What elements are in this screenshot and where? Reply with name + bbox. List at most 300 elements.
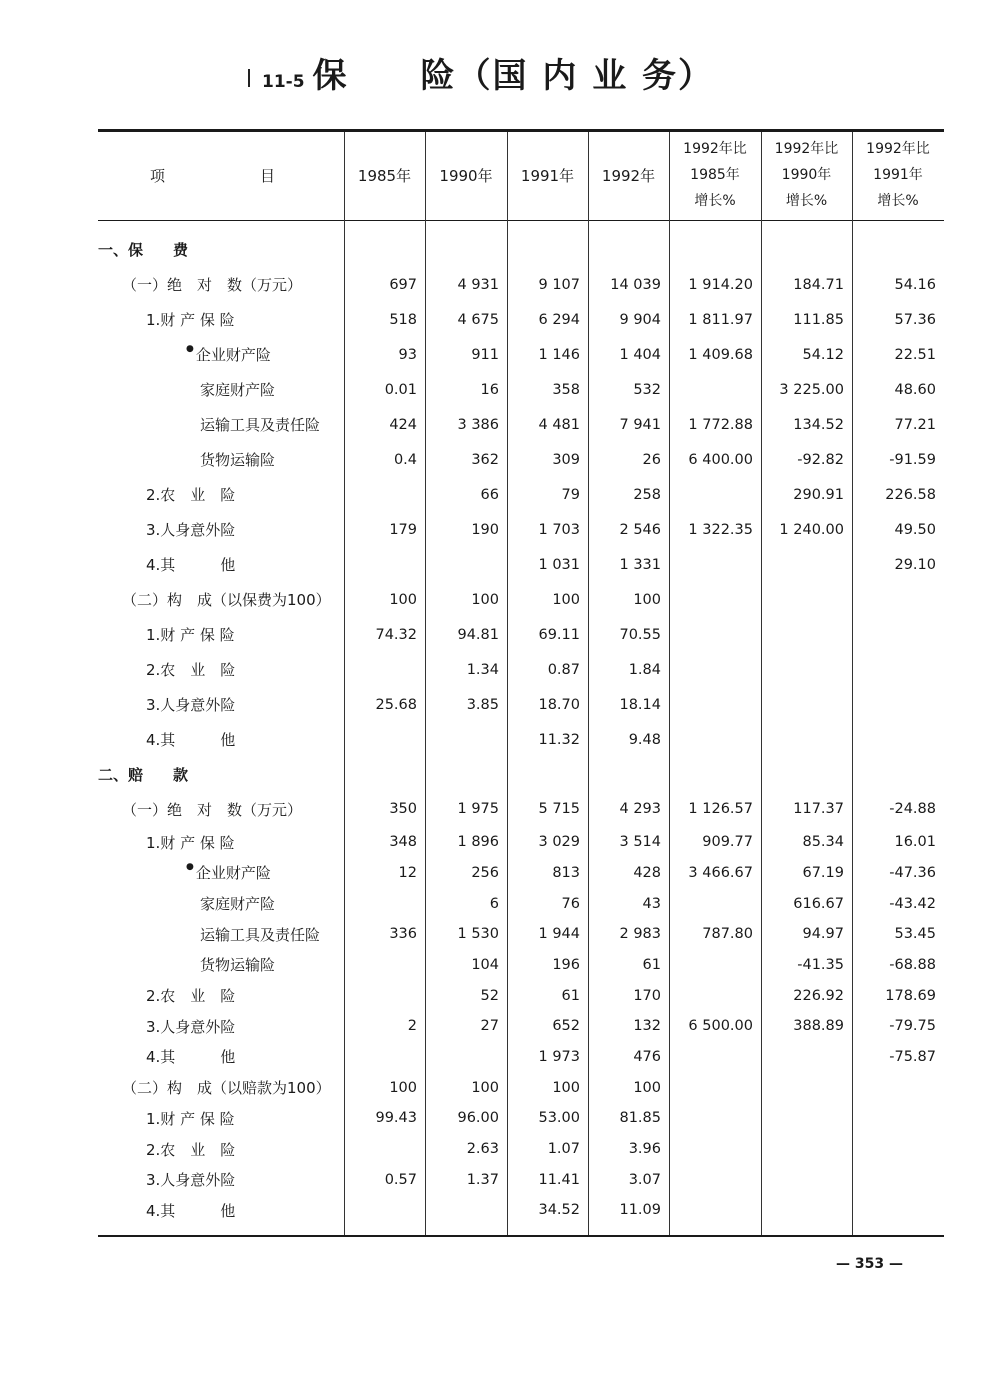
table-cell: 476 [633,1048,661,1065]
page-number: — 353 — [836,1256,903,1272]
row-label-text: 企业财产险 [195,864,271,883]
table-cell [425,547,507,582]
table-cell [344,950,425,981]
row-label-text: 货物运输险 [200,451,276,469]
row-label [98,512,344,547]
table-cell [669,1103,761,1134]
row-label [98,757,344,792]
table-cell [669,582,761,617]
table-cell [669,1072,761,1103]
table-row [98,1164,944,1195]
table-cell [669,757,761,792]
table-row [98,267,944,302]
table-cell: 256 [471,864,499,881]
table-cell [669,1195,761,1226]
table-cell: 348 [389,834,417,851]
table-cell [669,1042,761,1073]
header-growth-vs-1991: 1992年比 1991年 增长% [866,141,930,209]
table-cell [588,757,669,792]
table-cell: 117.37 [793,801,844,818]
table-cell: 70.55 [619,626,661,643]
table-cell: 57.36 [894,311,936,328]
table-cell [761,232,852,267]
table-cell [669,687,761,722]
table-cell: 111.85 [793,311,844,328]
table-cell [344,232,425,267]
table-cell [669,617,761,652]
row-label [98,1103,344,1134]
table-cell: 911 [471,346,499,363]
table-cell: 362 [471,451,499,468]
table-cell: 6 400.00 [688,451,753,468]
table-cell [852,1164,944,1195]
row-label-text: （二）构 成（以赔款为100） [122,1079,331,1098]
table-row [98,1134,944,1165]
table-cell: 12 [398,864,417,881]
table-cell: 290.91 [793,486,844,503]
table-cell: 85.34 [802,834,844,851]
table-cell [425,757,507,792]
table-row [98,687,944,722]
table-cell [761,652,852,687]
table-cell [344,980,425,1011]
table-cell: 76 [561,895,580,912]
table-cell: 43 [642,895,661,912]
row-label [98,337,344,372]
row-label-text: 4.其 他 [146,1048,236,1067]
header-rule [98,220,944,221]
bullet-icon: ● [186,344,194,354]
table-cell: 532 [633,381,661,398]
table-row [98,792,944,827]
table-cell: 94.81 [457,626,499,643]
row-label-text: 家庭财产险 [200,381,276,399]
table-cell: 54.16 [894,276,936,293]
row-label-text: 2.农 业 险 [146,486,236,504]
table-cell [344,1195,425,1226]
table-cell: 2 546 [619,521,661,538]
table-cell [852,722,944,757]
table-cell: -75.87 [889,1048,936,1065]
table-cell: 77.21 [894,416,936,433]
header-year-1990: 1990年 [439,166,493,185]
table-cell: 100 [633,591,661,608]
table-cell: 1 331 [619,556,661,573]
table-row [98,302,944,337]
table-cell [425,722,507,757]
table-cell [344,1042,425,1073]
table-cell: 104 [471,956,499,973]
row-label [98,1134,344,1165]
table-row [98,919,944,950]
row-label-text: 2.农 业 险 [146,987,236,1006]
table-cell: 358 [552,381,580,398]
table-cell: 616.67 [793,895,844,912]
table-cell: 1.84 [628,661,661,678]
table-row [98,980,944,1011]
row-label-text: 货物运输险 [200,956,276,975]
row-label-text: 企业财产险 [195,346,271,364]
table-cell [761,1103,852,1134]
table-cell [669,722,761,757]
table-cell: 3.96 [628,1141,661,1158]
table-cell: 100 [552,591,580,608]
table-cell: 53.45 [894,926,936,943]
row-label [98,857,344,888]
table-cell: 652 [552,1018,580,1035]
row-label-text: 3.人身意外险 [146,521,236,539]
row-label-text: 二、赔 款 [98,766,189,784]
table-cell [852,582,944,617]
table-cell: 1 975 [457,801,499,818]
table-row [98,232,944,267]
table-cell: 4 675 [457,311,499,328]
row-label [98,652,344,687]
table-cell [669,888,761,919]
table-cell [669,1134,761,1165]
table-cell: 1 409.68 [688,346,753,363]
row-label [98,442,344,477]
table-cell: -43.42 [889,895,936,912]
row-label [98,792,344,827]
table-row [98,722,944,757]
table-cell: 179 [389,521,417,538]
table-cell: 9 904 [619,311,661,328]
table-cell: 1 404 [619,346,661,363]
header-item: 项 目 [150,166,276,185]
row-label-text: 1.财 产 保 险 [146,311,235,329]
table-cell: 1 530 [457,926,499,943]
row-label-text: 3.人身意外险 [146,1017,236,1036]
table-cell: 69.11 [538,626,580,643]
table-row [98,372,944,407]
table-cell: 3 514 [619,834,661,851]
row-label [98,407,344,442]
table-cell: 67.19 [802,864,844,881]
table-cell: 22.51 [894,346,936,363]
table-cell [852,1072,944,1103]
table-cell [669,950,761,981]
table-cell: 4 931 [457,276,499,293]
table-cell: 428 [633,864,661,881]
table-cell: 49.50 [894,521,936,538]
row-label-text: （一）绝 对 数（万元） [122,800,303,819]
table-cell: 100 [389,591,417,608]
table-cell [761,722,852,757]
table-cell [852,1103,944,1134]
table-cell: 93 [398,346,417,363]
table-cell: 1 031 [538,556,580,573]
table-cell: -79.75 [889,1018,936,1035]
table-cell: 4 293 [619,801,661,818]
table-cell: 9 107 [538,276,580,293]
table-cell: 1 703 [538,521,580,538]
table-row [98,888,944,919]
table-cell: 54.12 [802,346,844,363]
row-label [98,372,344,407]
table-cell [761,1134,852,1165]
row-label [98,1195,344,1226]
table-cell: 336 [389,926,417,943]
table-cell: 1 973 [538,1048,580,1065]
header-year-1991: 1991年 [520,166,575,185]
table-cell: 190 [471,521,499,538]
table-row [98,407,944,442]
table-cell: 27 [480,1018,499,1035]
table-cell [425,1195,507,1226]
table-cell: -41.35 [797,956,844,973]
table-cell: 16 [480,381,499,398]
table-cell: 132 [633,1018,661,1035]
table-cell: 81.85 [619,1110,661,1127]
table-cell: 11.32 [538,731,580,748]
table-cell [344,652,425,687]
header-growth-vs-1985: 1992年比 1985年 增长% [683,141,747,209]
table-row [98,1011,944,1042]
table-row [98,442,944,477]
row-label [98,687,344,722]
table-cell: 1 914.20 [688,276,753,293]
table-cell [425,1042,507,1073]
table-cell [588,232,669,267]
table-cell: 99.43 [375,1110,417,1127]
table-cell [425,232,507,267]
table-cell: 226.92 [793,987,844,1004]
table-row [98,827,944,858]
table-cell: 2.63 [466,1141,499,1158]
table-cell [669,477,761,512]
header-year-1985: 1985年 [357,166,412,185]
table-cell [669,547,761,582]
table-cell: 909.77 [702,834,753,851]
table-cell: 74.32 [375,626,417,643]
table-cell: 3 225.00 [779,381,844,398]
table-cell: 178.69 [885,987,936,1004]
table-cell: -92.82 [797,451,844,468]
table-cell: 787.80 [702,926,753,943]
table-cell [669,372,761,407]
row-label-text: 3.人身意外险 [146,696,236,714]
table-cell: 96.00 [457,1110,499,1127]
table-cell [344,722,425,757]
table-cell: 94.97 [802,926,844,943]
table-cell: 3 386 [457,416,499,433]
margin-mark [248,69,250,87]
data-table [98,232,944,1226]
row-label-text: 3.人身意外险 [146,1171,236,1190]
table-cell: 424 [389,416,417,433]
table-row [98,1042,944,1073]
table-cell [344,1134,425,1165]
table-cell [669,1164,761,1195]
table-cell: -24.88 [889,801,936,818]
table-cell [761,1164,852,1195]
table-row [98,547,944,582]
row-label-text: 家庭财产险 [200,895,276,914]
table-row [98,477,944,512]
table-row [98,337,944,372]
table-cell: 134.52 [793,416,844,433]
table-cell: 100 [389,1079,417,1096]
table-cell: 226.58 [885,486,936,503]
header-growth-vs-1990: 1992年比 1990年 增长% [774,141,839,209]
table-cell [669,652,761,687]
table-cell: 6 294 [538,311,580,328]
table-cell: 14 039 [610,276,661,293]
table-cell: 25.68 [375,696,417,713]
table-cell [761,757,852,792]
table-cell: 34.52 [538,1202,580,1219]
table-cell: 388.89 [793,1018,844,1035]
row-label [98,1164,344,1195]
table-row [98,617,944,652]
table-row [98,950,944,981]
table-cell: 6 500.00 [688,1018,753,1035]
table-cell [761,547,852,582]
table-cell [852,687,944,722]
row-label [98,827,344,858]
table-number: 11-5 [262,72,305,92]
table-row [98,857,944,888]
table-cell: -68.88 [889,956,936,973]
table-cell: 4 481 [538,416,580,433]
table-cell: 61 [561,987,580,1004]
row-label [98,547,344,582]
row-label [98,232,344,267]
table-cell [761,1072,852,1103]
table-cell: 3 029 [538,834,580,851]
table-cell: 2 983 [619,926,661,943]
table-cell [344,477,425,512]
table-cell [344,547,425,582]
table-cell: 79 [561,486,580,503]
table-row [98,1103,944,1134]
table-cell: 9.48 [628,731,661,748]
table-cell [852,757,944,792]
row-label [98,582,344,617]
row-label-text: 1.财 产 保 险 [146,833,235,852]
row-label [98,617,344,652]
table-cell: 1 126.57 [688,801,753,818]
table-row [98,582,944,617]
table-row [98,757,944,792]
row-label [98,1072,344,1103]
row-label [98,950,344,981]
row-label-text: 1.财 产 保 险 [146,1109,235,1128]
row-label [98,267,344,302]
row-label [98,302,344,337]
table-row [98,1195,944,1226]
row-label [98,1011,344,1042]
table-cell [669,232,761,267]
bullet-icon: ● [186,862,194,873]
table-cell: 1 772.88 [688,416,753,433]
row-label [98,477,344,512]
table-cell: 11.41 [538,1171,580,1188]
table-cell: 813 [552,864,580,881]
row-label-text: 一、保 费 [98,241,189,259]
page-title [248,48,714,96]
row-label-text: 运输工具及责任险 [200,416,321,434]
table-cell [852,232,944,267]
table-cell: 1 896 [457,834,499,851]
table-cell: 52 [480,987,499,1004]
table-row [98,512,944,547]
table-cell: 184.71 [793,276,844,293]
table-title: 保 险（国 内 业 务） [312,56,715,96]
table-cell: 100 [471,1079,499,1096]
table-cell: 48.60 [894,381,936,398]
table-cell: 1 322.35 [688,521,753,538]
table-cell: 1.37 [466,1171,499,1188]
table-cell [761,1195,852,1226]
table-cell: 518 [389,311,417,328]
table-cell: 100 [552,1079,580,1096]
table-cell: 1.07 [547,1141,580,1158]
table-cell: 309 [552,451,580,468]
table-cell: 3.07 [628,1171,661,1188]
table-cell: 6 [489,895,499,912]
table-cell [507,757,588,792]
row-label-text: 4.其 他 [146,731,236,749]
row-label-text: （二）构 成（以保费为100） [122,591,331,609]
table-cell: 196 [552,956,580,973]
row-label-text: 运输工具及责任险 [200,925,321,944]
row-label-text: 1.财 产 保 险 [146,626,235,644]
row-label-text: 2.农 业 险 [146,661,236,679]
table-cell: 697 [389,276,417,293]
row-label [98,888,344,919]
table-cell: 0.57 [384,1171,417,1188]
table-cell: 66 [480,486,499,503]
table-cell: 16.01 [894,834,936,851]
table-cell: 18.70 [538,696,580,713]
table-cell: 1 240.00 [779,521,844,538]
table-cell: 1 146 [538,346,580,363]
table-cell: 11.09 [619,1202,661,1219]
table-cell [761,582,852,617]
row-label [98,980,344,1011]
bottom-rule [98,1235,944,1237]
table-header [98,132,944,218]
table-row [98,1072,944,1103]
table-cell: 26 [642,451,661,468]
table-cell [761,1042,852,1073]
table-cell [761,617,852,652]
table-cell [852,1134,944,1165]
table-cell: 3.85 [466,696,499,713]
table-cell: 53.00 [538,1110,580,1127]
table-cell: 0.01 [384,381,417,398]
table-cell: 2 [407,1018,417,1035]
row-label [98,722,344,757]
table-cell [344,757,425,792]
table-cell: 1.34 [466,661,499,678]
row-label [98,1042,344,1073]
row-label-text: 2.农 业 险 [146,1140,236,1159]
table-cell: 1 944 [538,926,580,943]
row-label-text: （一）绝 对 数（万元） [122,276,303,294]
table-cell: 29.10 [894,556,936,573]
table-cell: -91.59 [889,451,936,468]
table-cell: 3 466.67 [688,864,753,881]
row-label [98,919,344,950]
table-cell: 61 [642,956,661,973]
table-cell: 100 [471,591,499,608]
table-cell [669,980,761,1011]
table-cell [344,888,425,919]
table-cell [852,652,944,687]
